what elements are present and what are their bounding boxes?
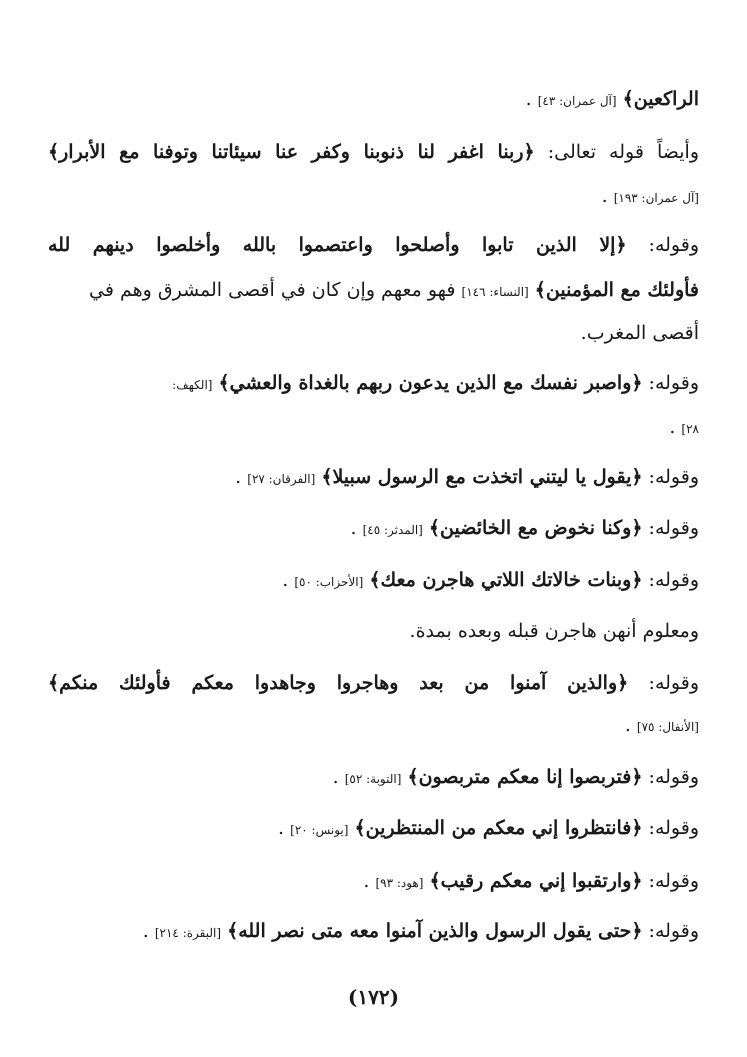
line-text: . [525, 88, 532, 110]
text-line [48, 318, 699, 348]
line-text: وقوله: [642, 870, 699, 892]
text-line [48, 866, 699, 898]
text-line [48, 565, 699, 597]
quran-verse: ﴿يقول يا ليتني اتخذت مع الرسول سبيلا﴾ [321, 466, 643, 488]
verse-reference: [البقرة: ٢١٤] [154, 926, 222, 940]
quran-verse: ﴿ربنا اغفر لنا ذنوبنا وكفر عنا سيئاتنا وتوفنا مع الأبرار﴾ [48, 141, 535, 163]
quran-verse: ﴿وارتقبوا إني معكم رقيب﴾ [429, 870, 643, 892]
quran-verse: ﴿والذين آمنوا من بعد وهاجروا وجاهدوا معكم فأولئك منكم﴾ [48, 672, 629, 694]
line-text: وقوله: [642, 569, 699, 591]
text-line [48, 513, 699, 545]
line-text: . [624, 714, 631, 736]
verse-reference: [الكهف: [172, 378, 213, 392]
page-number: (١٧٢) [347, 985, 400, 1009]
quran-verse: ﴿وبنات خالاتك اللاتي هاجرن معك﴾ [369, 569, 643, 591]
text-line [48, 710, 699, 742]
line-text: . [332, 766, 339, 788]
text-line [48, 916, 699, 948]
line-text: وأيضاً قوله تعالى: [534, 141, 699, 163]
verse-reference: [هود: ٩٣] [375, 876, 424, 890]
line-text: . [282, 569, 289, 591]
quran-verse: ﴿وكنا نخوض مع الخائضين﴾ [428, 517, 643, 539]
verse-reference: ٢٨] [681, 422, 699, 436]
text-line [48, 616, 699, 646]
text-line [48, 762, 699, 794]
quran-verse: ﴿فانتظروا إني معكم من المنتظرين﴾ [354, 817, 643, 839]
line-text: وقوله: [642, 817, 699, 839]
line-text: . [142, 920, 149, 942]
line-text: وقوله: [628, 672, 699, 694]
line-text: وقوله: [642, 766, 699, 788]
quran-verse: فأولئك مع المؤمنين﴾ [534, 279, 699, 301]
verse-reference: [الفرقان: ٢٧] [247, 472, 316, 486]
quran-verse: ﴿إلا الذين تابوا وأصلحوا واعتصموا بالله وأخلصوا دينهم لله [48, 234, 627, 256]
verse-reference: [آل عمران: ٤٣] [537, 94, 617, 108]
line-text: وقوله: [642, 517, 699, 539]
verse-reference: [الأحزاب: ٥٠] [294, 575, 364, 589]
quran-verse: الراكعين﴾ [622, 88, 699, 110]
line-text: أقصى المغرب. [580, 322, 699, 344]
line-text: . [601, 185, 608, 207]
text-line [48, 368, 699, 400]
quran-verse: ﴿حتى يقول الرسول والذين آمنوا معه متى نصر الله﴾ [227, 920, 643, 942]
text-line [48, 412, 699, 444]
text-line [48, 84, 699, 116]
line-text: وقوله: [626, 234, 699, 256]
text-line [48, 181, 699, 213]
line-text: وقوله: [642, 466, 699, 488]
verse-reference: [يونس: ٢٠] [290, 823, 349, 837]
line-text: فهو معهم وإن كان في أقصى المشرق وهم في [89, 279, 456, 301]
verse-reference: [المدثر: ٤٥] [362, 523, 423, 537]
line-text: . [350, 517, 357, 539]
verse-reference: [التوبة: ٥٢] [344, 772, 402, 786]
text-line [48, 230, 699, 260]
line-text: . [669, 416, 676, 438]
line-text: . [278, 817, 285, 839]
text-line [48, 668, 699, 698]
line-text: وقوله: [642, 920, 699, 942]
line-text: . [363, 870, 370, 892]
line-text: وقوله: [642, 372, 699, 394]
quran-verse: ﴿فتربصوا إنا معكم متربصون﴾ [407, 766, 643, 788]
verse-reference: [آل عمران: ١٩٣] [613, 191, 699, 205]
text-line [48, 275, 699, 307]
line-text: ومعلوم أنهن هاجرن قبله وبعده بمدة. [409, 620, 699, 642]
quran-verse: ﴿واصبر نفسك مع الذين يدعون ربهم بالغداة والعشي﴾ [218, 372, 643, 394]
text-line [48, 813, 699, 845]
verse-reference: [الأنفال: ٧٥] [636, 720, 699, 734]
line-text: . [235, 466, 242, 488]
verse-reference: [النساء: ١٤٦] [461, 285, 529, 299]
text-line [48, 137, 699, 167]
text-line [48, 462, 699, 494]
